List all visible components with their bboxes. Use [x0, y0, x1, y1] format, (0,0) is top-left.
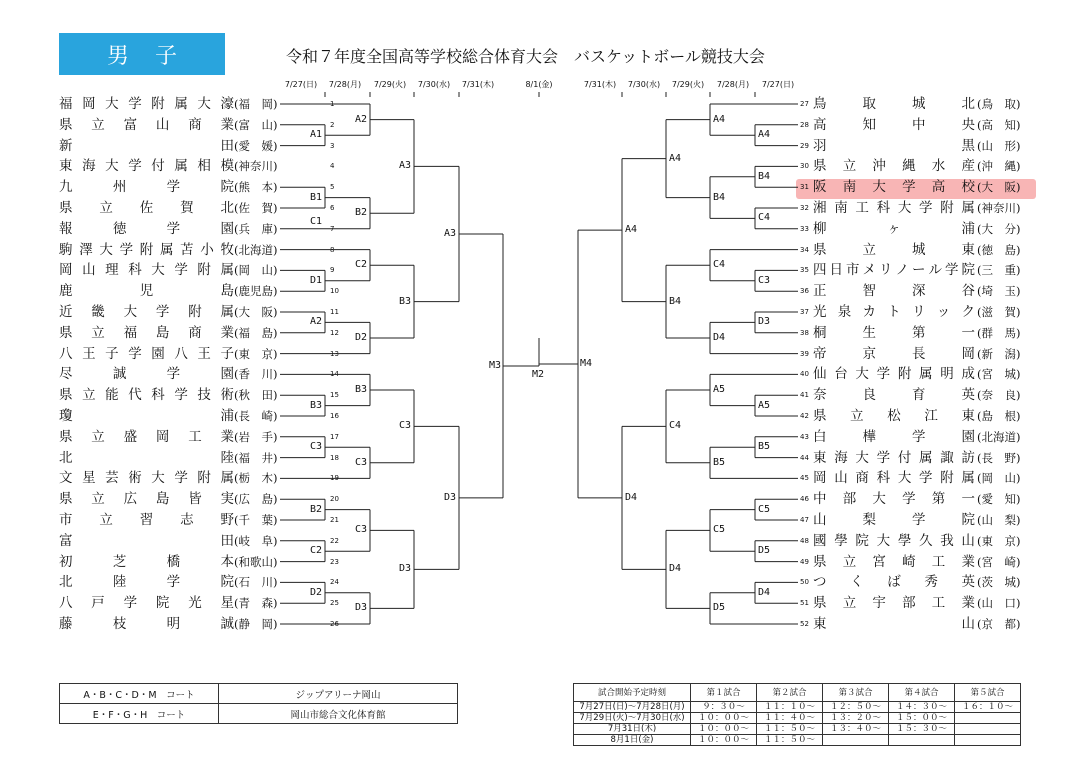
team-name: 県 立 富 山 商 業: [59, 116, 234, 133]
team-name: 新 田: [59, 137, 234, 154]
team-seed-number: 8: [330, 245, 335, 254]
team-name: 國 學 院 大 學 久 我 山: [813, 532, 975, 549]
team-prefecture: (長 野): [977, 450, 1021, 465]
team-prefecture: (兵 庫): [234, 221, 278, 236]
bracket-match-label: D1: [310, 274, 323, 286]
team-prefecture: (大 分): [977, 221, 1021, 236]
team-name: 湘 南 工 科 大 学 附 属: [813, 200, 975, 216]
bracket-match-label: D4: [713, 332, 726, 343]
team-prefecture: (神奈川): [234, 159, 278, 174]
schedule-cell: ９：３０〜: [691, 702, 757, 713]
schedule-header: 第４試合: [889, 684, 955, 702]
team-name: 福 岡 大 学 附 属 大 濠: [59, 96, 234, 112]
team-name: 光 泉 カ ト リ ッ ク: [813, 304, 975, 320]
team-name: 八 戸 学 院 光 星: [59, 595, 234, 612]
schedule-cell: １０：００〜: [691, 724, 757, 735]
team-seed-number: 49: [800, 557, 809, 566]
venue-name: ジップアリーナ岡山: [219, 684, 458, 704]
bracket-match-label: A4: [625, 224, 638, 236]
bracket-match-label: B1: [310, 191, 323, 203]
schedule-cell: １５：３０〜: [889, 724, 955, 735]
bracket-match-label: A3: [444, 228, 457, 239]
team-prefecture: (福 井): [234, 450, 278, 465]
team-prefecture: (新 潟): [977, 346, 1021, 361]
bracket-match-label: B5: [758, 441, 771, 453]
team-seed-number: 1: [330, 100, 335, 108]
date-label: 7/31(木): [461, 80, 495, 89]
team-seed-number: 39: [800, 349, 809, 358]
team-prefecture: (群 馬): [977, 325, 1021, 340]
team-seed-number: 21: [330, 516, 339, 524]
team-prefecture: (神奈川): [977, 201, 1021, 215]
team-prefecture: (京 都): [977, 617, 1021, 631]
team-prefecture: (茨 城): [977, 575, 1021, 590]
bracket-match-label: D5: [758, 545, 771, 557]
schedule-cell: １０：００〜: [691, 735, 757, 746]
court-names: E・F・G・H コート: [60, 704, 219, 724]
date-label: 7/29(火): [671, 80, 705, 89]
team-seed-number: 23: [330, 557, 339, 566]
team-prefecture: (奈 良): [977, 388, 1021, 403]
team-name: つ く ば 秀 英: [813, 574, 975, 591]
bracket-match-label: B2: [355, 207, 368, 219]
schedule-cell: [823, 735, 889, 746]
schedule-row: [574, 724, 1021, 735]
court-row: [60, 704, 458, 724]
bracket-match-label: C2: [310, 545, 323, 557]
bracket-match-label: C1: [310, 216, 323, 228]
bracket-match-label: A3: [399, 160, 412, 172]
schedule-cell: [889, 735, 955, 746]
schedule-cell: １４：３０〜: [889, 702, 955, 713]
gender-label: 男子: [59, 33, 225, 75]
team-seed-number: 16: [330, 412, 339, 420]
team-name: 初 芝 橋 本: [59, 553, 234, 570]
team-seed-number: 10: [330, 287, 339, 296]
bracket-match-label: A5: [713, 384, 726, 395]
team-name: 県 立 宇 部 工 業: [813, 595, 975, 612]
team-seed-number: 9: [330, 266, 335, 275]
schedule-cell: １３：２０〜: [823, 713, 889, 724]
team-prefecture: (東 京): [977, 533, 1021, 548]
team-seed-number: 27: [800, 100, 809, 108]
date-label: 7/28(月): [328, 80, 362, 89]
team-seed-number: 40: [800, 370, 809, 379]
team-name: 柳 ヶ 浦: [813, 220, 975, 237]
team-name: 桐 生 第 一: [813, 324, 975, 341]
team-prefecture: (広 島): [234, 492, 278, 507]
team-prefecture: (鹿児島): [234, 284, 278, 299]
team-seed-number: 31: [800, 183, 809, 192]
team-prefecture: (青 森): [234, 596, 278, 611]
bracket-match-label: A5: [758, 399, 771, 411]
bracket-match-label: M2: [532, 368, 545, 380]
team-seed-number: 17: [330, 432, 339, 441]
team-seed-number: 34: [800, 245, 809, 254]
team-name: 仙 台 大 学 附 属 明 成: [813, 366, 975, 383]
team-seed-number: 42: [800, 412, 809, 420]
team-prefecture: (福 島): [234, 325, 278, 340]
team-seed-number: 7: [330, 224, 335, 233]
date-label: 7/27(日): [761, 80, 795, 89]
team-name: 山 梨 学 院: [813, 512, 975, 528]
schedule-cell: 8月1日(金): [574, 735, 691, 746]
team-seed-number: 32: [800, 204, 809, 212]
team-prefecture: (栃 木): [234, 471, 278, 486]
team-seed-number: 28: [800, 120, 809, 129]
team-prefecture: (宮 崎): [977, 554, 1021, 569]
schedule-cell: 7月27日(日)〜7月28日(月): [574, 702, 691, 713]
team-prefecture: (北海道): [977, 429, 1021, 444]
team-name: 正 智 深 谷: [813, 283, 975, 300]
team-name: 駒 澤 大 学 附 属 苫 小 牧: [59, 241, 234, 258]
team-prefecture: (愛 知): [977, 492, 1021, 507]
schedule-cell: 7月31日(木): [574, 724, 691, 735]
bracket-match-label: M4: [580, 358, 593, 369]
schedule-cell: １１：５０〜: [757, 735, 823, 746]
team-prefecture: (北海道): [234, 242, 278, 257]
bracket-match-label: A1: [310, 129, 323, 141]
team-seed-number: 22: [330, 536, 339, 545]
team-prefecture: (香 川): [234, 367, 278, 382]
schedule-header: 第３試合: [823, 684, 889, 702]
bracket-match-label: C5: [758, 503, 771, 515]
team-name: 県 立 盛 岡 工 業: [59, 428, 234, 445]
team-prefecture: (沖 縄): [977, 159, 1021, 174]
team-seed-number: 18: [330, 453, 339, 462]
team-name: 東 山: [813, 616, 975, 632]
team-seed-number: 14: [330, 370, 339, 379]
bracket-match-label: C3: [399, 420, 412, 432]
team-prefecture: (静 岡): [234, 617, 278, 631]
team-name: 県 立 福 島 商 業: [59, 324, 234, 341]
team-seed-number: 43: [800, 432, 809, 441]
team-name: 中 部 大 学 第 一: [813, 491, 975, 508]
team-name: 鹿 児 島: [59, 283, 234, 300]
team-prefecture: (大 阪): [977, 180, 1021, 195]
team-seed-number: 3: [330, 141, 335, 150]
bracket-match-label: D2: [310, 586, 323, 598]
team-name: 九 州 学 院: [59, 179, 234, 196]
team-seed-number: 35: [800, 266, 809, 275]
bracket-match-label: D4: [625, 491, 638, 503]
team-seed-number: 6: [330, 204, 335, 212]
schedule-cell: １３：４０〜: [823, 724, 889, 735]
team-seed-number: 19: [330, 474, 339, 483]
bracket-match-label: B4: [758, 170, 771, 182]
team-name: 藤 枝 明 誠: [59, 616, 234, 632]
team-name: 羽 黒: [813, 137, 975, 154]
team-seed-number: 46: [800, 495, 809, 504]
team-prefecture: (山 口): [977, 596, 1021, 611]
team-prefecture: (宮 城): [977, 367, 1021, 382]
team-name: 県 立 能 代 科 学 技 術: [59, 387, 234, 404]
schedule-row: [574, 713, 1021, 724]
bracket-match-label: D3: [444, 491, 457, 503]
bracket-match-label: C4: [758, 212, 771, 224]
team-name: 県 立 松 江 東: [813, 408, 975, 424]
team-prefecture: (愛 媛): [234, 138, 278, 153]
team-seed-number: 30: [800, 162, 809, 171]
team-seed-number: 2: [330, 120, 335, 129]
schedule-header: 第１試合: [691, 684, 757, 702]
bracket-match-label: D4: [758, 586, 771, 598]
team-name: 尽 誠 学 園: [59, 366, 234, 383]
team-name: 県 立 佐 賀 北: [59, 200, 234, 216]
team-prefecture: (長 崎): [234, 409, 278, 423]
bracket-match-label: C4: [669, 420, 682, 432]
team-seed-number: 15: [330, 391, 339, 400]
team-prefecture: (千 葉): [234, 513, 278, 527]
schedule-row: [574, 735, 1021, 746]
team-prefecture: (岩 手): [234, 429, 278, 444]
team-name: 東 海 大 学 付 属 相 模: [59, 158, 234, 175]
bracket-match-label: A4: [758, 129, 771, 141]
schedule-cell: [955, 724, 1021, 735]
schedule-header: 第２試合: [757, 684, 823, 702]
team-seed-number: 37: [800, 308, 809, 316]
bracket-match-label: C5: [713, 524, 726, 536]
date-label: 7/30(水): [417, 80, 451, 89]
schedule-header: 第５試合: [955, 684, 1021, 702]
bracket-match-label: B4: [669, 295, 682, 307]
team-seed-number: 38: [800, 328, 809, 337]
team-name: 白 樺 学 園: [813, 428, 975, 445]
bracket-match-label: C3: [355, 524, 368, 536]
schedule-cell: １０：００〜: [691, 713, 757, 724]
bracket-match-label: A4: [713, 113, 726, 125]
team-prefecture: (鳥 取): [977, 97, 1021, 111]
team-seed-number: 48: [800, 536, 809, 545]
team-seed-number: 26: [330, 620, 339, 628]
team-name: 岡 山 商 科 大 学 附 属: [813, 470, 975, 487]
bracket-match-label: C3: [355, 456, 368, 468]
team-name: 北 陸 学 院: [59, 574, 234, 591]
bracket-match-label: B3: [310, 399, 323, 411]
date-label: 7/29(火): [373, 80, 407, 89]
team-seed-number: 4: [330, 162, 335, 171]
team-prefecture: (石 川): [234, 575, 278, 590]
schedule-cell: [955, 713, 1021, 724]
team-prefecture: (岐 阜): [234, 533, 278, 548]
team-name: 高 知 中 央: [813, 116, 975, 133]
bracket-match-label: C3: [310, 441, 323, 453]
team-prefecture: (滋 賀): [977, 305, 1021, 319]
schedule-cell: １１：４０〜: [757, 713, 823, 724]
team-seed-number: 51: [800, 599, 809, 608]
team-name: 県 立 沖 縄 水 産: [813, 158, 975, 175]
bracket-match-label: D3: [355, 602, 368, 614]
court-names: A・B・C・D・M コート: [60, 684, 219, 704]
team-name: 市 立 習 志 野: [59, 512, 234, 528]
schedule-table: [573, 683, 1021, 746]
team-seed-number: 36: [800, 287, 809, 296]
team-seed-number: 5: [330, 183, 335, 192]
team-seed-number: 29: [800, 141, 809, 150]
team-prefecture: (熊 本): [234, 180, 278, 195]
date-label: 7/28(月): [716, 80, 750, 89]
bracket-match-label: D3: [758, 316, 771, 328]
bracket-match-label: D5: [713, 602, 726, 614]
team-seed-number: 47: [800, 516, 809, 524]
team-prefecture: (和歌山): [234, 554, 278, 569]
court-row: [60, 684, 458, 704]
bracket-match-label: B5: [713, 456, 726, 468]
team-seed-number: 12: [330, 328, 339, 337]
team-name: 東 海 大 学 付 属 諏 訪: [813, 449, 975, 466]
schedule-cell: １５：００〜: [889, 713, 955, 724]
team-name: 北 陸: [59, 449, 234, 466]
team-seed-number: 25: [330, 599, 339, 608]
team-name: 岡 山 理 科 大 学 附 属: [59, 262, 234, 279]
team-prefecture: (岡 山): [234, 263, 278, 278]
team-name: 近 畿 大 学 附 属: [59, 304, 234, 320]
court-table: [59, 683, 458, 724]
team-prefecture: (徳 島): [977, 242, 1021, 257]
team-prefecture: (秋 田): [234, 388, 278, 403]
date-label: 7/30(水): [627, 80, 661, 89]
bracket-match-label: A2: [310, 316, 323, 328]
team-name: 県 立 宮 崎 工 業: [813, 553, 975, 570]
team-seed-number: 11: [330, 308, 339, 316]
date-label: 8/1(金): [525, 80, 553, 89]
schedule-row: [574, 702, 1021, 713]
bracket-match-label: B4: [713, 191, 726, 203]
bracket-match-label: B3: [355, 384, 368, 395]
schedule-header-row: [574, 684, 1021, 702]
team-prefecture: (山 形): [977, 138, 1021, 153]
bracket-match-label: A2: [355, 113, 368, 125]
schedule-header: 試合開始予定時刻: [574, 684, 691, 702]
bracket-match-label: B3: [399, 295, 412, 307]
team-prefecture: (山 梨): [977, 513, 1021, 527]
team-seed-number: 50: [800, 578, 809, 587]
team-seed-number: 33: [800, 224, 809, 233]
schedule-cell: １１：５０〜: [757, 724, 823, 735]
team-prefecture: (大 阪): [234, 305, 278, 319]
team-seed-number: 41: [800, 391, 809, 400]
team-prefecture: (高 知): [977, 117, 1021, 132]
team-prefecture: (三 重): [977, 263, 1021, 278]
team-seed-number: 52: [800, 620, 809, 628]
team-name: 鳥 取 城 北: [813, 96, 975, 112]
team-name: 阪 南 大 学 高 校: [813, 179, 975, 196]
team-prefecture: (佐 賀): [234, 201, 278, 215]
date-label: 7/31(木): [583, 80, 617, 89]
team-seed-number: 45: [800, 474, 809, 483]
schedule-cell: １２：５０〜: [823, 702, 889, 713]
bracket-match-label: D3: [399, 563, 412, 575]
bracket-match-label: A4: [669, 152, 682, 164]
team-prefecture: (東 京): [234, 346, 278, 361]
team-name: 瓊 浦: [59, 408, 234, 424]
team-seed-number: 44: [800, 453, 809, 462]
team-seed-number: 13: [330, 349, 339, 358]
team-name: 報 徳 学 園: [59, 220, 234, 237]
bracket-match-label: C3: [758, 274, 771, 286]
team-prefecture: (島 根): [977, 409, 1021, 423]
schedule-cell: １１：１０〜: [757, 702, 823, 713]
team-name: 奈 良 育 英: [813, 387, 975, 404]
bracket-match-label: B2: [310, 503, 323, 515]
bracket-match-label: C4: [713, 259, 726, 271]
team-seed-number: 20: [330, 495, 339, 504]
bracket-match-label: D4: [669, 563, 682, 575]
team-name: 八 王 子 学 園 八 王 子: [59, 345, 234, 362]
schedule-cell: 7月29日(火)〜7月30日(水): [574, 713, 691, 724]
date-label: 7/27(日): [284, 80, 318, 89]
team-prefecture: (富 山): [234, 117, 278, 132]
team-name: 四 日 市 メ リ ノ ー ル 学 院: [813, 262, 975, 279]
team-prefecture: (埼 玉): [977, 284, 1021, 299]
team-name: 県 立 広 島 皆 実: [59, 491, 234, 508]
schedule-cell: １６：１０〜: [955, 702, 1021, 713]
team-name: 文 星 芸 術 大 学 附 属: [59, 470, 234, 487]
page-title: 令和７年度全国高等学校総合体育大会 バスケットボール競技大会: [286, 47, 765, 66]
bracket-match-label: D2: [355, 332, 368, 343]
team-prefecture: (福 岡): [234, 97, 278, 111]
team-name: 帝 京 長 岡: [813, 345, 975, 362]
team-name: 県 立 城 東: [813, 241, 975, 258]
team-seed-number: 24: [330, 578, 339, 587]
team-name: 富 田: [59, 532, 234, 549]
schedule-cell: [955, 735, 1021, 746]
bracket-match-label: M3: [489, 359, 502, 371]
venue-name: 岡山市総合文化体育館: [219, 704, 458, 724]
bracket-match-label: C2: [355, 259, 368, 271]
team-prefecture: (岡 山): [977, 471, 1021, 486]
